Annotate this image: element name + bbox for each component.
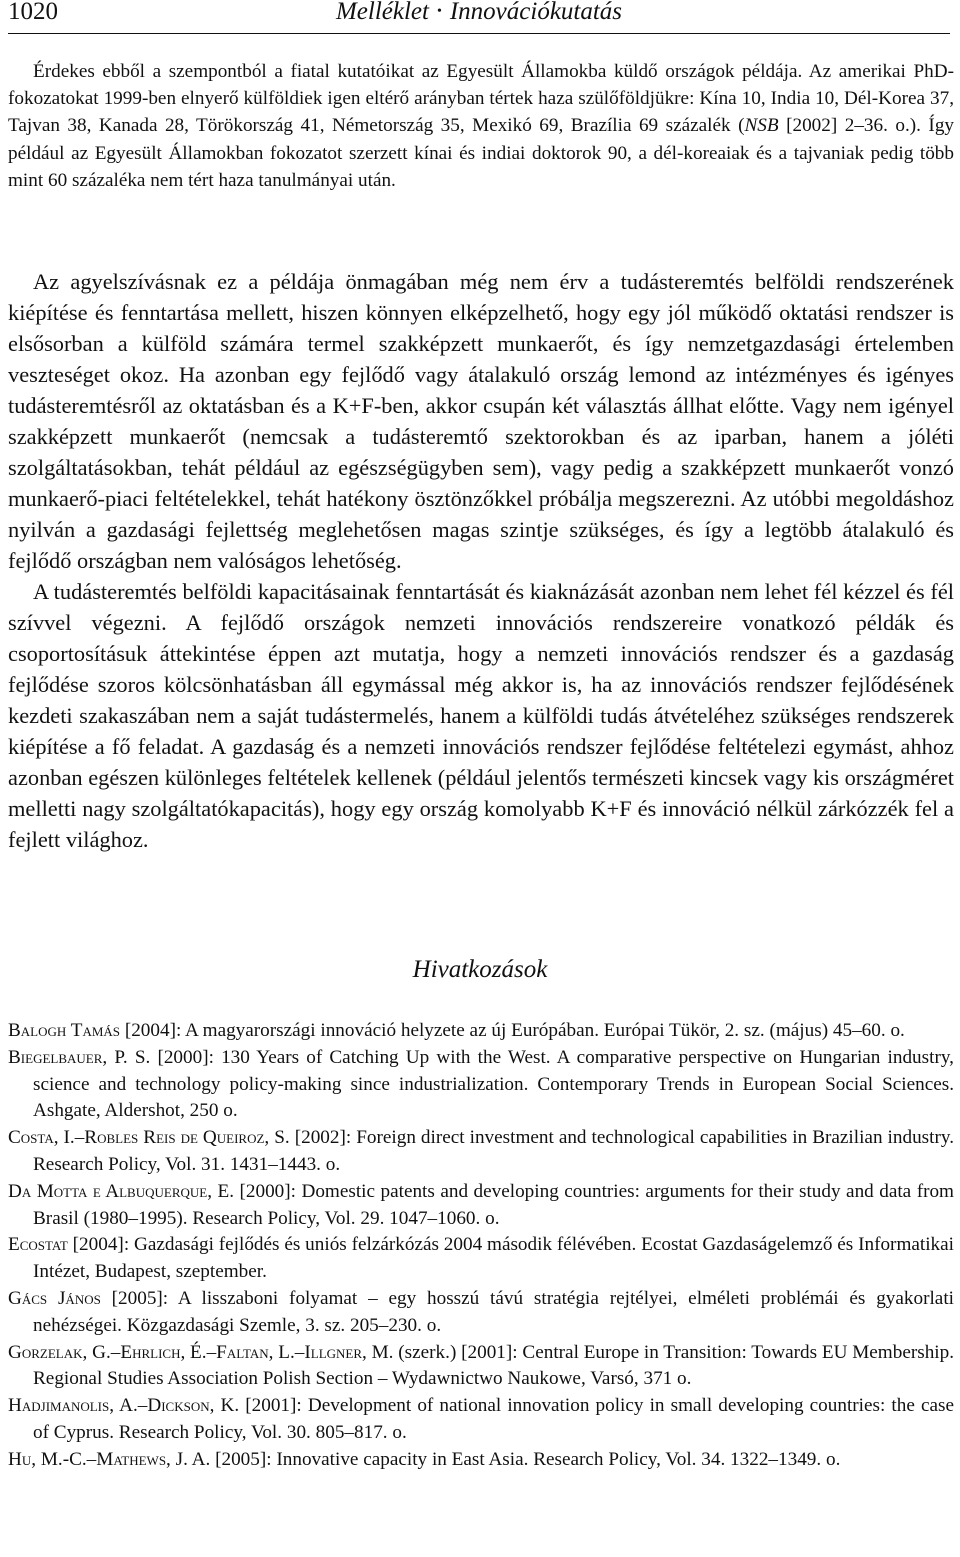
page-header [8, 0, 950, 34]
reference-item [8, 1447, 954, 1474]
main-text [8, 266, 954, 855]
reference-author: Da Motta e Albuquerque, E. [8, 1180, 235, 1202]
reference-author: Biegelbauer, P. S. [8, 1046, 151, 1068]
reference-author: Balogh Tamás [8, 1020, 121, 1041]
reference-author: Hadjimanolis, A.–Dickson, K. [8, 1395, 240, 1417]
reference-item [8, 1125, 954, 1179]
bullet-separator: • [436, 4, 442, 19]
intro-text-2: [2002] 2–36. o.). Így például az Egyesült Államokban fokozatot szerzett kínai és indiai doktorok 90, a dél-koreaiak és a tajvaniak pedig több mint 60 százaléka nem tért haza tanulmányai után. [8, 115, 955, 191]
reference-text: [2000]: Domestic patents and developing countries: arguments for their study and data from Brasil (1980–1995). Research Policy, Vol. 29. 1047–1060. o. [33, 1180, 954, 1229]
reference-text: [2000]: 130 Years of Catching Up with the West. A comparative perspective on Hungarian industry, science and technology policy-making since industrialization. Contemporary Trends in European Social Sciences. Ashgate, Aldershot, 250 o. [33, 1046, 954, 1122]
reference-item [8, 1018, 954, 1045]
reference-text: [2004]: A magyarországi innováció helyzete az új Európában. Európai Tükör, 2. sz. (május) 45–60. o. [120, 1020, 905, 1041]
section-name: Innovációkutatás [449, 0, 623, 25]
reference-item [8, 1179, 954, 1233]
intro-paragraph [8, 58, 954, 194]
reference-text: [2005]: Innovative capacity in East Asia. Research Policy, Vol. 34. 1322–1349. o. [210, 1448, 841, 1470]
reference-item [8, 1045, 954, 1125]
reference-author: Gorzelak, G.–Ehrlich, É.–Faltan, L.–Illgner, M. [8, 1341, 394, 1363]
body-paragraph-2: A tudásteremtés belföldi kapacitásainak fenntartását és kiaknázását azonban nem lehet fél kézzel és fél szívvel végezni. A fejlődő országok nemzeti innovációs rendszereire vonatkozó példák és csoportosításuk áttekintése éppen azt mutatja, hogy a nemzeti innovációs rendszer és a gazdaság fejlődése szoros kölcsönhatásban áll egymással még akkor is, ha az innovációs rendszer fejlődésének kezdeti szakaszában nem a saját tudástermelés, hanem a külföldi tudás átvételéhez szükséges rendszerek kiépítése a fő feladat. A gazdaság és a nemzeti innovációs rendszer fejlődése feltételezi egymást, ahhoz azonban egészen különleges feltételek kellenek (például jelentős természeti kincsek vagy kis országméret melletti nagy szolgáltatókapacitás), hogy egy ország komolyabb K+F és innováció nélkül zárkózzék fel a fejlett világhoz. [8, 579, 954, 852]
intro-text-1: Érdekes ebből a szempontból a fiatal kutatóikat az Egyesült Államokba küldő országok példája. Az amerikai PhD-fokozatokat 1999-ben elnyerő külföldiek igen eltérő arányban tértek haza szülőföldjükre: Kína 10, India 10, Dél-Korea 37, Tajvan 38, Kanada 28, Törökország 41, Németország 35, Mexikó 69, Brazília 69 százalék ( [8, 61, 954, 137]
reference-item [8, 1232, 954, 1286]
body-paragraph-1: Az agyelszívásnak ez a példája önmagában még nem érv a tudásteremtés belföldi rendszerének kiépítése és fenntartása mellett, hiszen könnyen elképzelhető, hogy egy jól működő oktatási rendszer is elsősorban a külföld számára termel szakképzett munkaerőt, és így nemzetgazdasági értelemben veszteséget okoz. Ha azonban egy fejlődő vagy átalakuló ország lemond az intézményes és igényes tudásteremtésről az oktatásban és a K+F-ben, akkor csupán két választás állhat előtte. Vagy nem igényel szakképzett munkaerőt (nemcsak a tudásteremtő szektorokban és az iparban, hanem a jóléti szolgáltatásokban, tehát például az egészségügyben sem), vagy pedig a szakképzett munkaerőt vonzó munkaerő-piaci feltételekkel, tehát hatékony ösztönzőkkel próbálja megszerezni. Az utóbbi megoldáshoz nyilván a gazdasági fejlettség meglehetősen magas szintje szükséges, és így a legtöbb átalakuló és fejlődő országban nem valóságos lehetőség. [8, 269, 954, 573]
reference-item [8, 1393, 954, 1447]
reference-item [8, 1286, 954, 1340]
reference-text: [2002]: Foreign direct investment and technological capabilities in Brazilian industry. Research Policy, Vol. 31. 1431–1443. o. [33, 1127, 954, 1175]
reference-text: [2001]: Development of national innovation policy in small developing countries: the case of Cyprus. Research Policy, Vol. 30. 805–817. o. [33, 1395, 954, 1443]
reference-text: (szerk.) [2001]: Central Europe in Transition: Towards EU Membership. Regional Studies Association Polish Section – Wydawnictwo Naukowe, Varsó, 371 o. [33, 1341, 955, 1390]
reference-author: Ecostat [8, 1234, 68, 1256]
reference-author: Gács János [8, 1287, 101, 1309]
intro-citation-nsb: NSB [744, 115, 779, 137]
references-list [8, 1018, 954, 1474]
reference-author: Costa, I.–Robles Reis de Queiroz, S. [8, 1127, 290, 1149]
running-title [8, 0, 950, 26]
page-number: 1020 [8, 0, 58, 25]
reference-item [8, 1340, 954, 1394]
reference-author: Hu, M.-C.–Mathews, J. A. [8, 1448, 211, 1470]
header-rule [8, 33, 950, 34]
reference-text: [2004]: Gazdasági fejlődés és uniós felzárkózás 2004 második félévében. Ecostat Gazdaságelemző és Informatikai Intézet, Budapest, szeptember. [33, 1234, 954, 1283]
references-heading: Hivatkozások [412, 956, 548, 983]
reference-text: [2005]: A lisszaboni folyamat – egy hosszú távú stratégia rejtélyei, elméleti problémái és gyakorlati nehézségei. Közgazdasági Szemle, 3. sz. 205–230. o. [33, 1287, 954, 1336]
journal-name: Melléklet [335, 0, 429, 25]
